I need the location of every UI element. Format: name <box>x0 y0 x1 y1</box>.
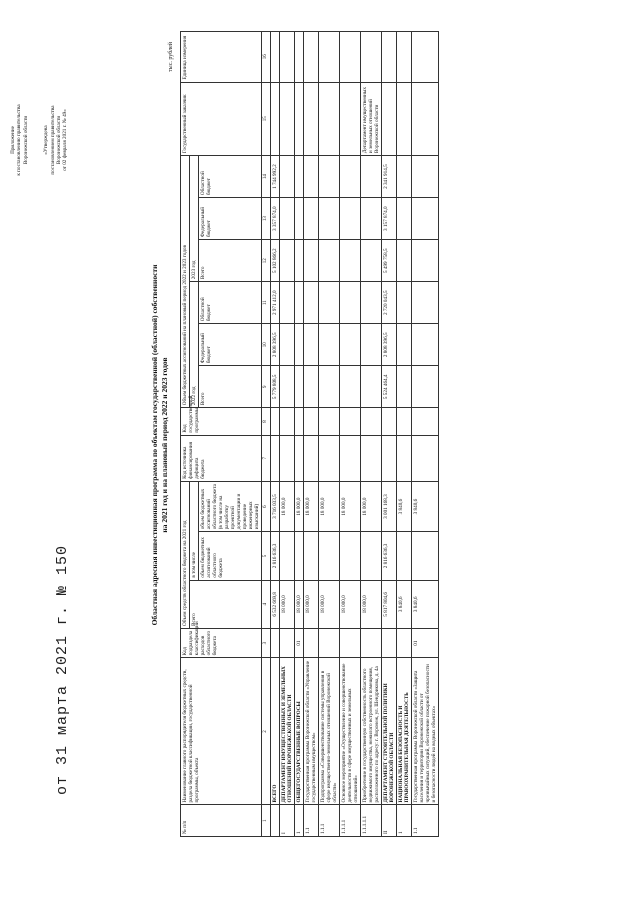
cell-v6: 3 716 033,5 <box>271 481 280 531</box>
cell-cust: Департамент имущественных и земельных отношений Воронежской области <box>361 82 382 156</box>
cell-v10 <box>295 324 304 366</box>
cell-empty <box>280 408 295 435</box>
cell-empty <box>412 32 439 83</box>
cell-v12 <box>412 240 439 282</box>
cell-empty <box>295 435 304 481</box>
cell-v11 <box>361 282 382 324</box>
cell-cust <box>412 82 439 156</box>
cell-cust <box>340 82 361 156</box>
cell-v12: 5 499 758,5 <box>382 240 397 282</box>
title-line: на 2021 год и на плановый период 2022 и 2023 годов <box>160 357 169 533</box>
cell-v13 <box>319 198 340 240</box>
cell-v4: 6 532 669,8 <box>271 580 280 628</box>
cell-v12 <box>340 240 361 282</box>
col-2023-fed: Федеральный бюджет <box>199 198 262 240</box>
col-2021-header: Объем средств областного бюджета на 2021 год <box>181 481 190 628</box>
table-row <box>397 32 412 837</box>
cell-v4: 18 000,0 <box>304 580 319 628</box>
cell-v5 <box>295 532 304 580</box>
cell-v14 <box>340 156 361 198</box>
cell-empty <box>361 32 382 83</box>
cell-name: Подпрограмма «Совершенствование системы управления в сфере имущественно-земельных отношений Воронежской области» <box>319 658 340 805</box>
cell-v6: 18 000,0 <box>340 481 361 531</box>
cell-name: ДЕПАРТАМЕНТ ИМУЩЕСТВЕННЫХ И ЗЕМЕЛЬНЫХ ОТНОШЕНИЙ ВОРОНЕЖСКОЙ ОБЛАСТИ <box>280 658 295 805</box>
cell-v4: 18 000,0 <box>361 580 382 628</box>
cell-v13 <box>340 198 361 240</box>
cell-v14 <box>319 156 340 198</box>
col-2022-fed: Федеральный бюджет <box>199 324 262 366</box>
column-number-cell: 16 <box>262 32 271 83</box>
cell-code: 01 <box>295 628 304 657</box>
table-row <box>280 32 295 837</box>
cell-v9 <box>319 366 340 408</box>
cell-v5 <box>361 532 382 580</box>
document-title <box>150 125 170 765</box>
cell-v10: 2 808 396,5 <box>271 324 280 366</box>
cell-v11 <box>397 282 412 324</box>
col-plan-header: Объем бюджетных ассигнований на плановый период 2022 и 2023 годов <box>181 156 190 408</box>
cell-empty <box>382 435 397 481</box>
cell-empty <box>412 435 439 481</box>
cell-v13 <box>295 198 304 240</box>
column-number-cell: 5 <box>262 532 271 580</box>
cell-empty <box>304 32 319 83</box>
program-table <box>180 31 439 837</box>
cell-v14: 1 744 992,2 <box>271 156 280 198</box>
cell-n: II <box>382 805 397 837</box>
cell-v9 <box>412 366 439 408</box>
cell-v13 <box>280 198 295 240</box>
cell-name: ОБЩЕГОСУДАРСТВЕННЫЕ ВОПРОСЫ <box>295 658 304 805</box>
cell-empty <box>319 435 340 481</box>
cell-v10 <box>319 324 340 366</box>
cell-code <box>340 628 361 657</box>
cell-empty <box>340 435 361 481</box>
cell-name: Основное мероприятие «Осуществление и совершенствование деятельности в сфере имущественных и земельных отношений» <box>340 658 361 805</box>
cell-cust <box>295 82 304 156</box>
cell-v6: 3 840,6 <box>412 481 439 531</box>
col-customer-header: Государственный заказчик <box>181 82 262 156</box>
cell-v13: 3 157 874,0 <box>382 198 397 240</box>
cell-v5 <box>397 532 412 580</box>
col-number-header: № п/п <box>181 805 262 837</box>
table-row <box>295 32 304 837</box>
cell-v12 <box>295 240 304 282</box>
cell-v5: 2 816 636,3 <box>382 532 397 580</box>
cell-v10 <box>280 324 295 366</box>
table-row <box>319 32 340 837</box>
column-number-cell: 3 <box>262 628 271 657</box>
cell-name: ВСЕГО <box>271 658 280 805</box>
table-row <box>412 32 439 837</box>
cell-cust <box>382 82 397 156</box>
column-number-cell: 10 <box>262 324 271 366</box>
cell-v9: 5 779 808,5 <box>271 366 280 408</box>
cell-v11 <box>280 282 295 324</box>
cell-v4: 18 000,0 <box>319 580 340 628</box>
cell-code <box>397 628 412 657</box>
cell-v5 <box>280 532 295 580</box>
cell-code <box>319 628 340 657</box>
cell-name: Государственная программа Воронежской области «Управление государственным имуществом» <box>304 658 319 805</box>
cell-v9: 5 524 464,4 <box>382 366 397 408</box>
cell-v6: 18 000,0 <box>361 481 382 531</box>
cell-v6: 18 000,0 <box>295 481 304 531</box>
cell-empty <box>397 435 412 481</box>
column-number-cell: 1 <box>262 805 271 837</box>
cell-name: Приобретение в государственную собственность областного недвижимого имущества, нежилого встроенного помещения, расположенного по адресу: г. Воронеж, ул. Шендрикова, д. 4а <box>361 658 382 805</box>
col-2023-obl: Областной бюджет <box>199 156 262 198</box>
cell-v10 <box>412 324 439 366</box>
cell-v9 <box>295 366 304 408</box>
table-row <box>304 32 319 837</box>
cell-v11 <box>295 282 304 324</box>
cell-v12 <box>319 240 340 282</box>
cell-code: 01 <box>412 628 439 657</box>
cell-v11: 2 971 412,0 <box>271 282 280 324</box>
column-number-cell: 15 <box>262 82 271 156</box>
cell-v12: 5 102 866,2 <box>271 240 280 282</box>
cell-v5 <box>304 532 319 580</box>
cell-v14 <box>280 156 295 198</box>
cell-v5 <box>412 532 439 580</box>
col-2022-total: Всего <box>199 366 262 408</box>
col-2021-fed: объем бюджетных ассигнований областного бюджета <box>199 532 262 580</box>
cell-code <box>382 628 397 657</box>
cell-v12 <box>361 240 382 282</box>
cell-code <box>304 628 319 657</box>
cell-v13 <box>361 198 382 240</box>
cell-n: 1 <box>295 805 304 837</box>
cell-name: НАЦИОНАЛЬНАЯ БЕЗОПАСНОСТЬ И ПРАВООХРАНИТЕЛЬНАЯ ДЕЯТЕЛЬНОСТЬ <box>397 658 412 805</box>
appendix-line: к постановлению правительства <box>16 104 23 176</box>
cell-v9 <box>304 366 319 408</box>
cell-empty <box>340 32 361 83</box>
cell-cust <box>280 82 295 156</box>
cell-code <box>280 628 295 657</box>
column-number-cell: 8 <box>262 408 271 435</box>
cell-v11: 2 720 043,5 <box>382 282 397 324</box>
table-row <box>382 32 397 837</box>
table-row <box>271 32 280 837</box>
cell-v4: 18 000,0 <box>295 580 304 628</box>
cell-v11 <box>340 282 361 324</box>
cell-n: 1 <box>397 805 412 837</box>
unit-label: тыс. рублей <box>168 42 174 72</box>
cell-empty <box>271 32 280 83</box>
cell-v4: 3 840,6 <box>412 580 439 628</box>
approval-line: от 02 февраля 2021 г. № 49» <box>62 109 69 171</box>
column-number-cell: 2 <box>262 658 271 805</box>
column-number-cell: 11 <box>262 282 271 324</box>
column-number-cell: 13 <box>262 198 271 240</box>
cell-v6: 18 000,0 <box>280 481 295 531</box>
col-2021-total: Всего <box>190 580 262 628</box>
cell-n <box>271 805 280 837</box>
cell-n: 1.1 <box>412 805 439 837</box>
cell-name: Государственная программа Воронежской области «Защита населения и территории Воронежской области от чрезвычайных ситуаций, обеспечение пожарной безопасности и безопасности людей на водных объектах» <box>412 658 439 805</box>
cell-v10 <box>340 324 361 366</box>
cell-cust <box>397 82 412 156</box>
appendix-line: Воронежской области <box>22 115 29 165</box>
col-2021-obl: объем бюджетных ассигнований областного бюджета (в том числе на разработку проектной документации и проведение инженерных изысканий) <box>199 481 262 531</box>
cell-v14 <box>304 156 319 198</box>
col-source-header: Код источника финансирования дефицита бюджета <box>181 435 262 481</box>
col-name-header: Наименование главного распорядителя бюджетных средств, раздела бюджетной классификации, государственной программы, объекта <box>181 658 262 805</box>
col-2022-header: 2022 год <box>190 282 199 408</box>
cell-v4: 3 840,6 <box>397 580 412 628</box>
cell-v14 <box>397 156 412 198</box>
cell-cust <box>319 82 340 156</box>
col-program-code-header: Код государственной программы <box>181 408 262 435</box>
approval-line: «Утверждена <box>43 125 50 155</box>
cell-empty <box>319 408 340 435</box>
cell-v14 <box>361 156 382 198</box>
cell-n: 1.1.1.1 <box>340 805 361 837</box>
cell-v13 <box>304 198 319 240</box>
approval-line: постановлением правительства <box>49 105 56 175</box>
cell-empty <box>304 408 319 435</box>
cell-v11 <box>412 282 439 324</box>
column-number-cell: 4 <box>262 580 271 628</box>
cell-v6: 18 000,0 <box>319 481 340 531</box>
cell-n: 1.1.1.1.1 <box>361 805 382 837</box>
cell-empty <box>382 32 397 83</box>
cell-name: ДЕПАРТАМЕНТ СТРОИТЕЛЬНОЙ ПОЛИТИКИ ВОРОНЕЖСКОЙ ОБЛАСТИ <box>382 658 397 805</box>
approval-line: Воронежской области <box>56 115 63 165</box>
column-number-cell: 12 <box>262 240 271 282</box>
cell-empty <box>280 32 295 83</box>
table-body <box>271 32 439 837</box>
date-stamp: от 31 марта 2021 г. № 150 <box>54 544 71 795</box>
cell-v9 <box>397 366 412 408</box>
cell-empty <box>280 435 295 481</box>
cell-v9 <box>280 366 295 408</box>
cell-empty <box>304 435 319 481</box>
cell-empty <box>340 408 361 435</box>
cell-empty <box>295 408 304 435</box>
column-number-row <box>262 32 271 837</box>
cell-v5 <box>340 532 361 580</box>
col-2022-obl: Областной бюджет <box>199 282 262 324</box>
cell-empty <box>271 408 280 435</box>
cell-v4: 5 817 804,6 <box>382 580 397 628</box>
cell-code <box>271 628 280 657</box>
cell-code <box>361 628 382 657</box>
cell-v9 <box>340 366 361 408</box>
column-number-cell: 6 <box>262 481 271 531</box>
cell-cust <box>271 82 280 156</box>
cell-n: I <box>280 805 295 837</box>
cell-v4: 18 000,0 <box>340 580 361 628</box>
cell-n: 1.1 <box>304 805 319 837</box>
cell-v4: 18 000,0 <box>280 580 295 628</box>
col-code-header: Код подраздела классификации расходов областного бюджета <box>181 628 262 657</box>
col-2023-total: Всего <box>199 240 262 282</box>
cell-empty <box>397 32 412 83</box>
table-row <box>361 32 382 837</box>
column-number-cell: 14 <box>262 156 271 198</box>
cell-v6: 3 001 168,3 <box>382 481 397 531</box>
cell-v14 <box>295 156 304 198</box>
cell-empty <box>271 435 280 481</box>
cell-empty <box>397 408 412 435</box>
cell-v6: 3 840,6 <box>397 481 412 531</box>
title-line: Областная адресная инвестиционная программа по объектам государственной (областной) собственности <box>150 264 159 626</box>
cell-n: 1.1.1 <box>319 805 340 837</box>
cell-empty <box>361 435 382 481</box>
cell-v11 <box>319 282 340 324</box>
cell-v10 <box>361 324 382 366</box>
col-2023-header: 2023 год <box>190 156 199 282</box>
cell-v12 <box>280 240 295 282</box>
appendix-line: Приложение <box>10 126 16 154</box>
cell-v5 <box>319 532 340 580</box>
cell-empty <box>295 32 304 83</box>
cell-v13: 3 357 874,0 <box>271 198 280 240</box>
cell-v14 <box>412 156 439 198</box>
cell-v12 <box>304 240 319 282</box>
column-number-cell: 7 <box>262 435 271 481</box>
table-row <box>340 32 361 837</box>
col-2021-incl: в том числе <box>190 481 199 580</box>
cell-v14: 2 341 914,5 <box>382 156 397 198</box>
cell-empty <box>319 32 340 83</box>
column-number-cell: 9 <box>262 366 271 408</box>
cell-empty <box>412 408 439 435</box>
cell-v10: 2 808 396,5 <box>382 324 397 366</box>
cell-v6: 18 000,0 <box>304 481 319 531</box>
cell-v10 <box>397 324 412 366</box>
cell-v13 <box>397 198 412 240</box>
cell-empty <box>382 408 397 435</box>
cell-v12 <box>397 240 412 282</box>
cell-empty <box>361 408 382 435</box>
cell-cust <box>304 82 319 156</box>
cell-v5: 2 816 636,3 <box>271 532 280 580</box>
cell-v11 <box>304 282 319 324</box>
cell-v9 <box>361 366 382 408</box>
cell-v13 <box>412 198 439 240</box>
appendix-header <box>10 40 69 240</box>
col-unit-header: Единица измерения <box>181 32 262 83</box>
cell-v10 <box>304 324 319 366</box>
